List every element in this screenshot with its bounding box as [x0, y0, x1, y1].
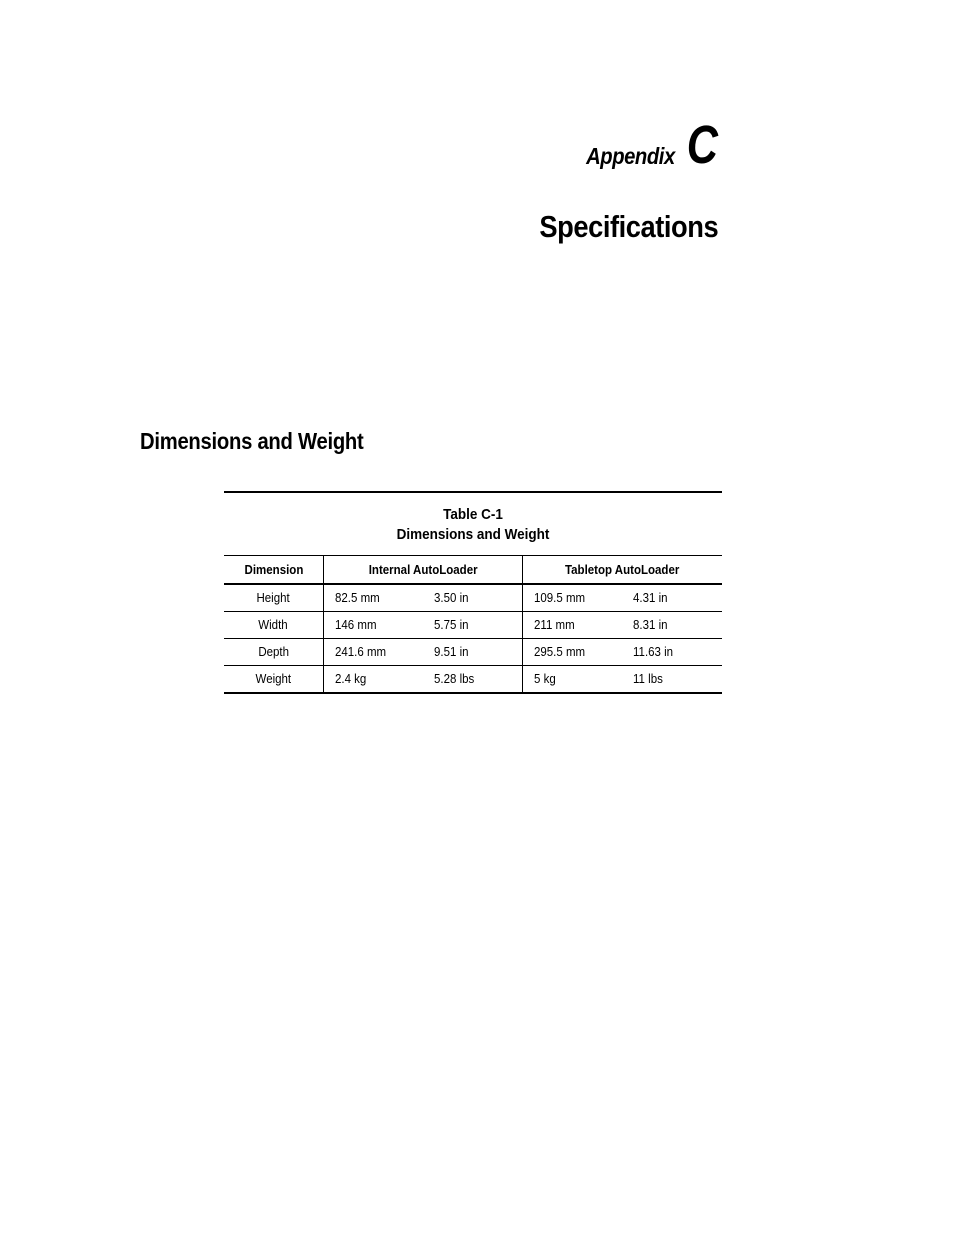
header-tabletop-autoloader: Tabletop AutoLoader [522, 556, 722, 584]
cell-dimension: Height [224, 584, 323, 612]
cell-internal-imperial: 5.75 in [423, 612, 522, 639]
cell-tabletop-imperial: 8.31 in [622, 612, 722, 639]
table-title: Dimensions and Weight [396, 526, 550, 543]
header-internal-autoloader: Internal AutoLoader [323, 556, 522, 584]
cell-dimension: Depth [224, 639, 323, 666]
cell-internal-imperial: 5.28 lbs [423, 666, 522, 693]
cell-dimension: Weight [224, 666, 323, 693]
table-row [224, 639, 722, 666]
cell-internal-metric: 82.5 mm [323, 584, 423, 612]
table-row [224, 612, 722, 639]
appendix-label [574, 115, 718, 175]
cell-tabletop-imperial: 4.31 in [622, 584, 722, 612]
section-heading: Dimensions and Weight [140, 428, 364, 454]
cell-tabletop-metric: 109.5 mm [522, 584, 622, 612]
table-row [224, 666, 722, 693]
table-number: Table C-1 [443, 506, 503, 523]
cell-tabletop-metric: 211 mm [522, 612, 622, 639]
specifications-table [224, 491, 722, 694]
dimensions-table [224, 556, 722, 692]
appendix-word: Appendix [586, 143, 675, 169]
cell-dimension: Width [224, 612, 323, 639]
cell-internal-metric: 2.4 kg [334, 672, 367, 686]
table-row [224, 584, 722, 612]
header-dimension: Dimension [224, 556, 323, 584]
cell-internal-metric: 146 mm [323, 612, 423, 639]
cell-internal-metric: 241.6 mm [323, 639, 423, 666]
cell-internal-imperial: 3.50 in [423, 584, 522, 612]
cell-internal-imperial: 9.51 in [423, 639, 522, 666]
cell-tabletop-metric: 295.5 mm [522, 639, 622, 666]
table-header-row [224, 556, 722, 584]
cell-tabletop-imperial: 11 lbs [633, 672, 663, 686]
chapter-title: Specifications [539, 209, 718, 244]
cell-tabletop-metric: 5 kg [533, 672, 556, 686]
appendix-letter: C [686, 115, 718, 175]
cell-tabletop-imperial: 11.63 in [622, 639, 722, 666]
table-caption [224, 493, 722, 556]
